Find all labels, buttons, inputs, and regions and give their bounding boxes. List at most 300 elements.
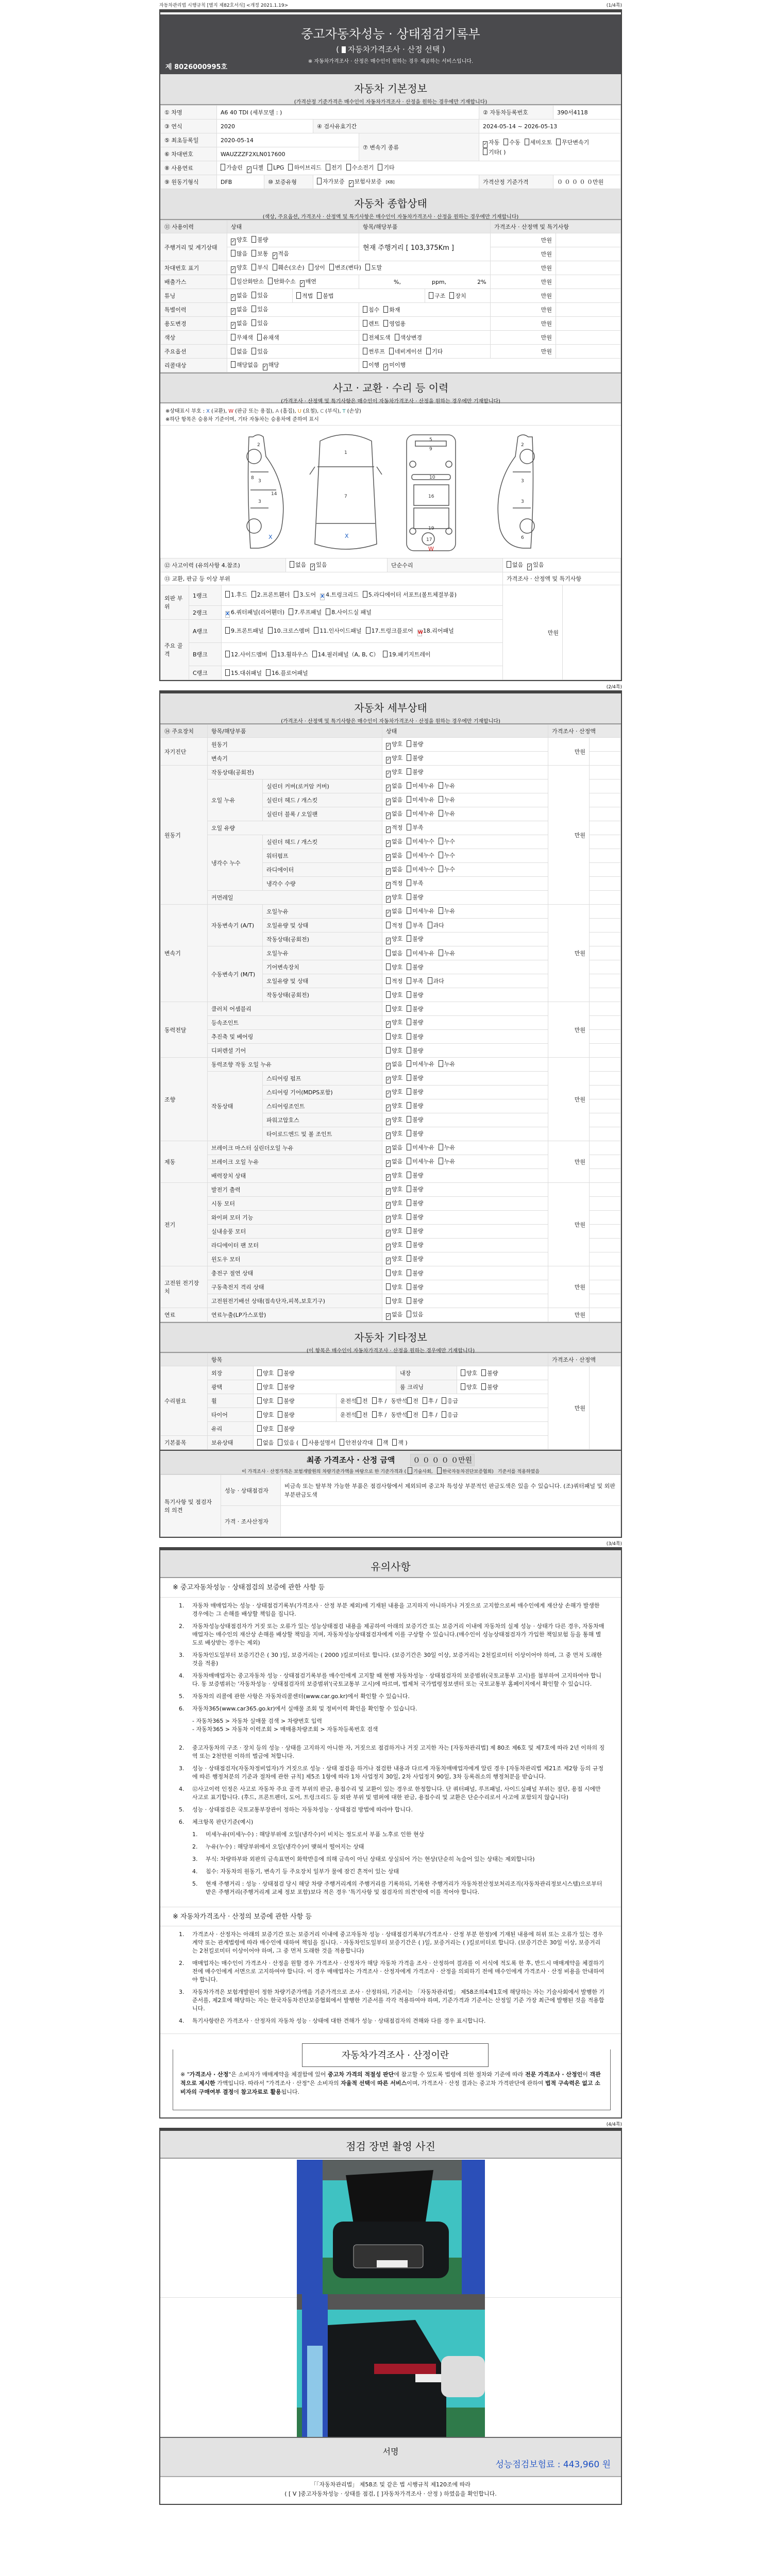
checkbox[interactable]: ✓ bbox=[528, 564, 532, 569]
checkbox[interactable] bbox=[363, 348, 367, 354]
option bbox=[407, 1186, 423, 1193]
checkbox[interactable] bbox=[407, 1158, 411, 1164]
option bbox=[266, 670, 308, 676]
checkbox[interactable] bbox=[257, 334, 262, 341]
checkbox[interactable] bbox=[278, 1425, 282, 1432]
checkbox[interactable] bbox=[407, 1411, 412, 1418]
checkbox[interactable] bbox=[407, 852, 411, 858]
checkbox[interactable] bbox=[407, 1185, 411, 1192]
remark-cell[interactable] bbox=[590, 1225, 621, 1239]
checkbox[interactable]: ✓ bbox=[386, 1146, 391, 1152]
checkbox[interactable] bbox=[257, 1397, 262, 1404]
checkbox[interactable] bbox=[386, 1005, 391, 1012]
item-label: 냉각수 수량 bbox=[263, 877, 382, 891]
checkbox[interactable] bbox=[407, 991, 411, 998]
checkbox[interactable] bbox=[407, 782, 411, 789]
checkbox[interactable] bbox=[442, 1397, 446, 1404]
checkbox[interactable] bbox=[407, 768, 411, 775]
selection-checkbox[interactable] bbox=[342, 46, 346, 53]
checkbox[interactable] bbox=[340, 1439, 344, 1446]
checkbox[interactable] bbox=[407, 1033, 411, 1040]
checkbox[interactable]: ✓ bbox=[311, 564, 315, 569]
checkbox[interactable] bbox=[372, 1411, 377, 1418]
checkbox[interactable] bbox=[251, 348, 256, 354]
checkbox[interactable] bbox=[439, 782, 443, 789]
checkbox[interactable]: ✓ bbox=[386, 1132, 391, 1138]
option bbox=[389, 348, 422, 355]
checkbox[interactable] bbox=[251, 292, 256, 298]
checkbox[interactable]: W bbox=[417, 630, 423, 635]
checkbox[interactable] bbox=[251, 319, 256, 326]
remark-cell[interactable] bbox=[590, 1294, 621, 1308]
checkbox[interactable] bbox=[407, 740, 411, 747]
option-label: 자동 bbox=[489, 139, 500, 146]
checkbox[interactable] bbox=[386, 1269, 391, 1276]
checkbox[interactable] bbox=[423, 1397, 427, 1404]
remark-cell[interactable] bbox=[590, 1072, 621, 1086]
remark-cell[interactable] bbox=[590, 752, 621, 766]
remark-cell[interactable] bbox=[556, 289, 621, 303]
checkbox[interactable] bbox=[290, 561, 294, 568]
checkbox[interactable] bbox=[257, 1369, 262, 1376]
checkbox[interactable] bbox=[407, 893, 411, 900]
checkbox[interactable] bbox=[525, 139, 529, 145]
checkbox[interactable] bbox=[503, 139, 508, 145]
remark-cell[interactable] bbox=[590, 988, 621, 1002]
checkbox[interactable] bbox=[278, 1369, 282, 1376]
checkbox[interactable] bbox=[251, 236, 256, 243]
checkbox[interactable] bbox=[231, 278, 236, 284]
checkbox[interactable] bbox=[288, 164, 293, 171]
checkbox[interactable]: X bbox=[226, 611, 229, 617]
checkbox[interactable] bbox=[449, 292, 454, 299]
checkbox[interactable] bbox=[439, 796, 443, 803]
remark-cell[interactable] bbox=[590, 1141, 621, 1155]
checkbox[interactable] bbox=[407, 810, 411, 817]
checkbox[interactable] bbox=[483, 148, 488, 155]
checkbox[interactable]: ✓ bbox=[263, 364, 267, 369]
checkbox[interactable] bbox=[407, 879, 411, 886]
checkbox[interactable] bbox=[407, 1047, 411, 1054]
checkbox[interactable] bbox=[429, 292, 433, 299]
checkbox[interactable] bbox=[439, 1060, 443, 1067]
checkbox[interactable] bbox=[278, 1439, 282, 1446]
checkbox[interactable] bbox=[461, 1369, 465, 1376]
remark-cell[interactable] bbox=[590, 849, 621, 863]
checkbox[interactable]: ✓ bbox=[386, 1021, 391, 1027]
note-item bbox=[179, 1765, 606, 1781]
checkbox[interactable] bbox=[366, 627, 371, 634]
checkbox[interactable] bbox=[556, 139, 561, 145]
checkbox[interactable] bbox=[407, 866, 411, 872]
checkbox[interactable] bbox=[377, 1439, 382, 1446]
checkbox[interactable] bbox=[507, 561, 511, 568]
remark-cell[interactable] bbox=[556, 317, 621, 331]
checkbox[interactable]: ✓ bbox=[386, 757, 391, 762]
status-options bbox=[382, 1225, 548, 1239]
checkbox[interactable] bbox=[386, 950, 391, 956]
checkbox[interactable] bbox=[278, 1383, 282, 1390]
checkbox[interactable]: ✓ bbox=[386, 799, 391, 804]
checkbox[interactable] bbox=[257, 1383, 262, 1390]
checkbox[interactable]: ✓ bbox=[386, 1244, 391, 1249]
checkbox[interactable] bbox=[383, 320, 388, 327]
checkbox[interactable] bbox=[363, 306, 367, 313]
checkbox[interactable] bbox=[383, 306, 388, 313]
checkbox[interactable] bbox=[407, 824, 411, 831]
checkbox[interactable] bbox=[272, 651, 276, 657]
remark-cell[interactable] bbox=[556, 345, 621, 359]
checkbox[interactable] bbox=[439, 1158, 443, 1164]
checkbox[interactable] bbox=[407, 754, 411, 761]
remark-cell[interactable] bbox=[590, 1197, 621, 1211]
checkbox[interactable] bbox=[386, 977, 391, 984]
checkbox[interactable] bbox=[407, 1199, 411, 1206]
spacer bbox=[179, 1734, 606, 1740]
checkbox[interactable] bbox=[407, 1255, 411, 1262]
checkbox[interactable] bbox=[439, 810, 443, 817]
checkbox[interactable] bbox=[357, 1411, 361, 1418]
status-options bbox=[382, 1016, 548, 1030]
checkbox[interactable]: ✓ bbox=[231, 239, 236, 244]
checkbox[interactable] bbox=[407, 935, 411, 942]
remark-cell[interactable] bbox=[590, 1030, 621, 1044]
checkbox[interactable] bbox=[407, 1227, 411, 1234]
checkbox[interactable] bbox=[386, 1047, 391, 1054]
checkbox[interactable] bbox=[268, 278, 273, 284]
checkbox[interactable] bbox=[439, 907, 443, 914]
checkbox[interactable] bbox=[407, 1088, 411, 1095]
remark-cell[interactable] bbox=[590, 933, 621, 946]
item-label: 동력조향 작동 오일 누유 bbox=[208, 1058, 382, 1072]
checkbox[interactable]: ✓ bbox=[386, 1313, 391, 1319]
checkbox[interactable] bbox=[428, 922, 432, 928]
checkbox[interactable] bbox=[386, 1033, 391, 1040]
checkbox[interactable]: ✓ bbox=[386, 1118, 391, 1124]
checkbox[interactable] bbox=[407, 1144, 411, 1150]
checkbox[interactable] bbox=[221, 164, 225, 171]
remark-cell[interactable] bbox=[590, 919, 621, 933]
checkbox[interactable] bbox=[365, 264, 370, 270]
checkbox[interactable] bbox=[372, 1397, 377, 1404]
definition-segment: "은 소비자가 매매계약을 체결함에 있어 bbox=[228, 2071, 328, 2078]
checkbox[interactable] bbox=[363, 320, 367, 327]
checkbox[interactable] bbox=[439, 866, 443, 872]
remark-cell[interactable] bbox=[590, 1266, 621, 1280]
remark-cell[interactable] bbox=[590, 877, 621, 891]
checkbox[interactable] bbox=[386, 1297, 391, 1304]
remark-cell[interactable] bbox=[590, 1002, 621, 1016]
remark-cell[interactable] bbox=[556, 331, 621, 345]
checkbox[interactable] bbox=[231, 361, 236, 368]
checkbox[interactable] bbox=[225, 627, 230, 634]
checkbox[interactable] bbox=[407, 907, 411, 914]
checkbox[interactable] bbox=[437, 1467, 442, 1474]
remark-cell[interactable] bbox=[590, 793, 621, 807]
definition-segment: 참고자료로 활용 bbox=[241, 2089, 281, 2095]
checkbox[interactable] bbox=[231, 334, 236, 341]
checkbox[interactable] bbox=[326, 164, 330, 171]
checkbox[interactable] bbox=[407, 950, 411, 956]
checkbox[interactable] bbox=[407, 1283, 411, 1290]
checkbox[interactable] bbox=[407, 1397, 412, 1404]
checkbox[interactable] bbox=[251, 264, 256, 270]
note-item bbox=[192, 1880, 606, 1896]
checkbox[interactable] bbox=[278, 1411, 282, 1418]
checkbox[interactable] bbox=[426, 348, 431, 354]
checkbox[interactable]: ✓ bbox=[231, 322, 236, 328]
checkbox[interactable]: ✓ bbox=[247, 166, 251, 172]
checkbox[interactable] bbox=[363, 361, 367, 368]
checkbox[interactable]: ✓ bbox=[386, 1202, 391, 1208]
checkbox[interactable]: ✓ bbox=[386, 910, 391, 916]
remark-cell[interactable] bbox=[556, 247, 621, 261]
status-options bbox=[382, 1155, 548, 1169]
checkbox[interactable] bbox=[378, 164, 382, 171]
checkbox[interactable] bbox=[231, 250, 236, 257]
remark-cell[interactable] bbox=[590, 1366, 621, 1450]
checkbox[interactable] bbox=[407, 1005, 411, 1012]
remark-cell[interactable] bbox=[556, 275, 621, 289]
checkbox[interactable] bbox=[407, 1060, 411, 1067]
checkbox[interactable] bbox=[326, 608, 330, 615]
checkbox[interactable] bbox=[294, 591, 298, 598]
remark-cell[interactable] bbox=[556, 261, 621, 275]
checkbox[interactable] bbox=[386, 922, 391, 928]
checkbox[interactable] bbox=[423, 1411, 427, 1418]
checkbox[interactable] bbox=[461, 1383, 465, 1390]
remark-cell[interactable] bbox=[590, 974, 621, 988]
checkbox[interactable]: ✓ bbox=[483, 142, 488, 147]
remark-cell[interactable] bbox=[590, 1113, 621, 1127]
checkbox[interactable] bbox=[266, 669, 271, 676]
checkbox[interactable]: ✓ bbox=[300, 280, 305, 286]
option-label: 잭 ) bbox=[398, 1439, 408, 1446]
remark-cell[interactable] bbox=[590, 1169, 621, 1183]
checkbox[interactable] bbox=[407, 796, 411, 803]
checkbox[interactable] bbox=[407, 1116, 411, 1123]
option bbox=[386, 1144, 402, 1151]
checkbox[interactable] bbox=[386, 963, 391, 970]
remark-cell[interactable] bbox=[590, 1044, 621, 1058]
checkbox[interactable]: ✓ bbox=[231, 266, 236, 272]
checkbox[interactable] bbox=[407, 1102, 411, 1109]
checkbox[interactable]: ✓ bbox=[386, 854, 391, 860]
checkbox[interactable] bbox=[407, 1019, 411, 1025]
remark-cell[interactable] bbox=[590, 821, 621, 835]
option bbox=[386, 1061, 402, 1067]
checkbox[interactable] bbox=[257, 1439, 262, 1446]
option-label: 미세누유 bbox=[412, 1158, 434, 1165]
checkbox[interactable] bbox=[314, 627, 318, 634]
remark-cell[interactable] bbox=[590, 766, 621, 779]
checkbox[interactable]: ✓ bbox=[386, 1063, 391, 1069]
checkbox[interactable] bbox=[407, 963, 411, 970]
checkbox[interactable] bbox=[251, 306, 256, 312]
remark-cell[interactable] bbox=[590, 1155, 621, 1169]
checkbox[interactable] bbox=[407, 1074, 411, 1081]
checkbox[interactable] bbox=[251, 591, 256, 598]
checkbox[interactable] bbox=[386, 991, 391, 998]
option-label: 불량 bbox=[412, 1284, 424, 1291]
option-label: 양호 bbox=[392, 1033, 403, 1040]
checkbox[interactable]: ✓ bbox=[384, 364, 388, 369]
remark-cell[interactable] bbox=[590, 1183, 621, 1197]
checkbox[interactable]: ✓ bbox=[386, 1174, 391, 1180]
remark-cell[interactable] bbox=[590, 1016, 621, 1030]
remark-cell[interactable] bbox=[556, 233, 621, 247]
remark-cell[interactable] bbox=[590, 1058, 621, 1072]
checkbox[interactable] bbox=[407, 1172, 411, 1178]
checkbox[interactable] bbox=[407, 1213, 411, 1220]
remark-cell[interactable] bbox=[590, 779, 621, 793]
checkbox[interactable]: ✓ bbox=[386, 1160, 391, 1166]
note-number: 2. bbox=[179, 1744, 184, 1751]
remark-cell[interactable] bbox=[590, 946, 621, 960]
checkbox[interactable]: ✓ bbox=[386, 812, 391, 818]
checkbox[interactable]: ✓ bbox=[386, 1077, 391, 1082]
checkbox[interactable] bbox=[257, 1425, 262, 1432]
remark-cell[interactable] bbox=[590, 738, 621, 752]
option bbox=[386, 1033, 402, 1040]
checkbox[interactable] bbox=[481, 1383, 486, 1390]
option bbox=[386, 866, 402, 873]
checkbox[interactable] bbox=[439, 950, 443, 956]
co-unit: %, bbox=[394, 278, 401, 285]
checkbox[interactable]: ✓ bbox=[273, 252, 277, 258]
checkbox[interactable]: ✓ bbox=[386, 1091, 391, 1096]
checkbox[interactable] bbox=[407, 977, 411, 984]
option-label: 변조(변타) bbox=[334, 264, 361, 271]
checkbox[interactable] bbox=[231, 348, 236, 354]
checkbox[interactable] bbox=[439, 852, 443, 858]
remark-cell[interactable] bbox=[590, 1127, 621, 1141]
checkbox[interactable]: ✓ bbox=[386, 1258, 391, 1263]
checkbox[interactable]: ✓ bbox=[386, 840, 391, 846]
checkbox[interactable]: ✓ bbox=[386, 868, 391, 874]
checkbox[interactable] bbox=[329, 264, 334, 270]
checkbox[interactable] bbox=[428, 977, 432, 984]
note-item bbox=[179, 1988, 606, 2013]
checkbox[interactable] bbox=[268, 627, 273, 634]
checkbox[interactable] bbox=[439, 1144, 443, 1150]
remark-cell[interactable] bbox=[563, 585, 621, 680]
checkbox[interactable]: ✓ bbox=[231, 308, 236, 314]
checkbox[interactable] bbox=[225, 669, 230, 676]
remark-cell[interactable] bbox=[590, 891, 621, 905]
checkbox[interactable] bbox=[363, 334, 367, 341]
checkbox[interactable] bbox=[395, 334, 399, 341]
checkbox[interactable]: ✓ bbox=[386, 1216, 391, 1222]
checkbox[interactable] bbox=[303, 1439, 307, 1446]
price-unit: 만원 bbox=[548, 1002, 590, 1058]
checkbox[interactable] bbox=[317, 178, 322, 184]
remark-cell[interactable] bbox=[590, 1239, 621, 1252]
checkbox[interactable] bbox=[225, 591, 230, 598]
checkbox[interactable] bbox=[257, 1411, 262, 1418]
checkbox[interactable] bbox=[251, 250, 256, 257]
checkbox[interactable] bbox=[363, 591, 367, 598]
remark-cell[interactable] bbox=[590, 1252, 621, 1266]
checkbox[interactable]: ✓ bbox=[231, 294, 236, 300]
checkbox[interactable] bbox=[408, 1467, 412, 1474]
checkbox[interactable] bbox=[289, 608, 293, 615]
checkbox[interactable] bbox=[346, 164, 351, 171]
checkbox[interactable] bbox=[383, 651, 388, 657]
option-label: 6.쿼터패널(리어휀더) bbox=[231, 608, 285, 616]
remark-cell[interactable] bbox=[590, 905, 621, 919]
checkbox[interactable] bbox=[296, 292, 301, 299]
remark-cell[interactable] bbox=[556, 303, 621, 317]
checkbox[interactable] bbox=[267, 164, 272, 171]
checkbox[interactable]: ✓ bbox=[386, 785, 391, 790]
checkbox[interactable] bbox=[407, 1269, 411, 1276]
checkbox[interactable]: ✓ bbox=[386, 743, 391, 749]
remark-cell[interactable] bbox=[590, 1308, 621, 1322]
remark-cell[interactable] bbox=[590, 807, 621, 821]
checkbox[interactable] bbox=[442, 1411, 446, 1418]
checkbox[interactable] bbox=[273, 264, 277, 270]
item-label: 원동기 bbox=[208, 738, 382, 752]
remark-cell[interactable] bbox=[590, 1086, 621, 1099]
checkbox[interactable] bbox=[309, 264, 313, 270]
option-label: 불량 bbox=[412, 1270, 424, 1277]
final-price-label: 최종 가격조사 · 산정 금액 bbox=[306, 1455, 395, 1465]
checkbox[interactable] bbox=[481, 1369, 486, 1376]
checkbox[interactable] bbox=[357, 1397, 361, 1404]
remark-cell[interactable] bbox=[590, 863, 621, 877]
checkbox[interactable] bbox=[312, 651, 317, 657]
checkbox[interactable]: ✓ bbox=[386, 826, 391, 832]
checkbox[interactable] bbox=[407, 1241, 411, 1248]
checkbox[interactable]: ✓ bbox=[386, 1230, 391, 1235]
svg-text:2: 2 bbox=[521, 443, 524, 448]
checkbox[interactable] bbox=[439, 838, 443, 844]
remark-cell[interactable] bbox=[590, 1099, 621, 1113]
checkbox[interactable]: X bbox=[321, 594, 325, 599]
option bbox=[386, 922, 402, 929]
option bbox=[247, 164, 263, 171]
checkbox[interactable]: ✓ bbox=[386, 771, 391, 776]
checkbox[interactable] bbox=[407, 1130, 411, 1137]
option-label: 전 bbox=[362, 1398, 368, 1404]
remark-cell[interactable] bbox=[590, 1280, 621, 1294]
checkbox[interactable] bbox=[392, 1439, 397, 1446]
checkbox[interactable]: ✓ bbox=[349, 180, 354, 186]
checkbox[interactable] bbox=[278, 1397, 282, 1404]
option bbox=[407, 1033, 423, 1040]
checkbox[interactable] bbox=[317, 292, 322, 299]
checkbox[interactable] bbox=[407, 838, 411, 844]
driver-label: 운전석 bbox=[340, 1398, 357, 1404]
checkbox[interactable]: ✓ bbox=[386, 896, 391, 902]
option-label: 불량 bbox=[412, 1199, 424, 1207]
checkbox[interactable] bbox=[225, 651, 230, 657]
checkbox[interactable]: ✓ bbox=[386, 938, 391, 943]
checkbox[interactable]: ✓ bbox=[386, 1188, 391, 1194]
group-label: 전기 bbox=[161, 1183, 208, 1266]
checkbox[interactable] bbox=[407, 1311, 411, 1317]
remark-cell[interactable] bbox=[590, 835, 621, 849]
checkbox[interactable]: ✓ bbox=[386, 1105, 391, 1110]
remark-cell[interactable] bbox=[590, 960, 621, 974]
checkbox[interactable]: ✓ bbox=[386, 882, 391, 888]
remark-cell[interactable] bbox=[590, 1211, 621, 1225]
checkbox[interactable] bbox=[386, 1283, 391, 1290]
checkbox[interactable] bbox=[407, 1297, 411, 1304]
checkbox[interactable] bbox=[389, 348, 394, 354]
checkbox[interactable] bbox=[407, 922, 411, 928]
